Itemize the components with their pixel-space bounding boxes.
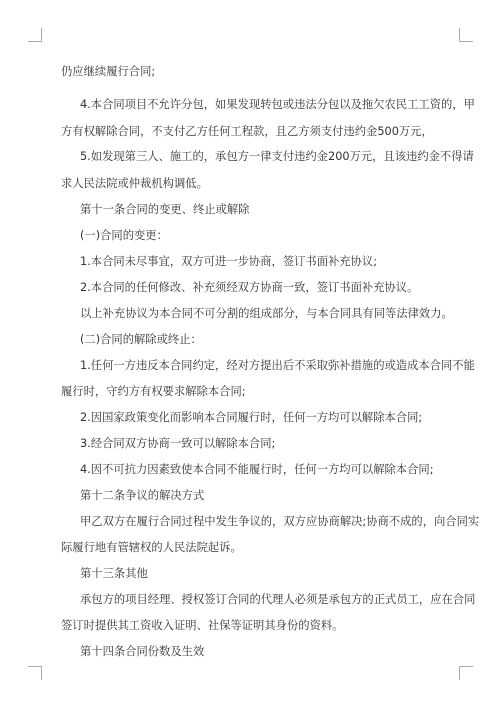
text-line: 承包方的项目经理、授权签订合同的代理人必须是承包方的正式员工，应在合同 bbox=[80, 593, 476, 606]
section-heading: 第十四条合同份数及生效 bbox=[80, 645, 205, 658]
text-line: 5.如发现第三人、施工的，承包方一律支付违约金200万元，且该违约金不得请 bbox=[80, 150, 474, 163]
crop-mark-top-right bbox=[459, 28, 473, 42]
crop-mark-top-left bbox=[28, 28, 42, 42]
text-line: 4.因不可抗力因素致使本合同不能履行时，任何一方均可以解除本合同; bbox=[80, 463, 434, 476]
text-line: 以上补充协议为本合同不可分割的组成部分，与本合同具有同等法律效力。 bbox=[80, 307, 453, 320]
text-line: 4.本合同项目不允许分包，如果发现转包或违法分包以及拖欠农民工工资的，甲 bbox=[80, 98, 475, 111]
subsection-heading: (二)合同的解除或终止： bbox=[80, 333, 202, 346]
text-line: 求人民法院或仲裁机构调低。 bbox=[61, 177, 208, 190]
crop-mark-bottom-left bbox=[28, 666, 42, 680]
text-line: 仍应继续履行合同; bbox=[61, 65, 156, 78]
text-line: 1.本合同未尽事宜，双方可进一步协商，签订书面补充协议; bbox=[80, 255, 378, 268]
text-line: 际履行地有管辖权的人民法院起诉。 bbox=[61, 541, 242, 554]
section-heading: 第十二条争议的解决方式 bbox=[80, 489, 205, 502]
subsection-heading: (一)合同的变更： bbox=[80, 229, 168, 242]
text-line: 签订时提供其工资收入证明、社保等证明其身份的资料。 bbox=[61, 619, 344, 632]
section-heading: 第十一条合同的变更、终止或解除 bbox=[80, 203, 250, 216]
text-line: 方有权解除合同，不支付乙方任何工程款，且乙方须支付违约金500万元， bbox=[61, 125, 433, 138]
crop-mark-bottom-right bbox=[459, 666, 473, 680]
text-line: 1.任何一方违反本合同约定，经对方提出后不采取弥补措施的或造成本合同不能 bbox=[80, 359, 475, 372]
text-line: 2.本合同的任何修改、补充须经双方协商一致，签订书面补充协议。 bbox=[80, 281, 419, 294]
text-line: 2.因国家政策变化而影响本合同履行时，任何一方均可以解除本合同; bbox=[80, 411, 423, 424]
text-line: 履行时，守约方有权要求解除本合同; bbox=[61, 385, 246, 398]
section-heading: 第十三条其他 bbox=[80, 567, 148, 580]
text-line: 甲乙双方在履行合同过程中发生争议的，双方应协商解决;协商不成的，向合同实 bbox=[80, 515, 480, 528]
text-line: 3.经合同双方协商一致可以解除本合同; bbox=[80, 437, 276, 450]
